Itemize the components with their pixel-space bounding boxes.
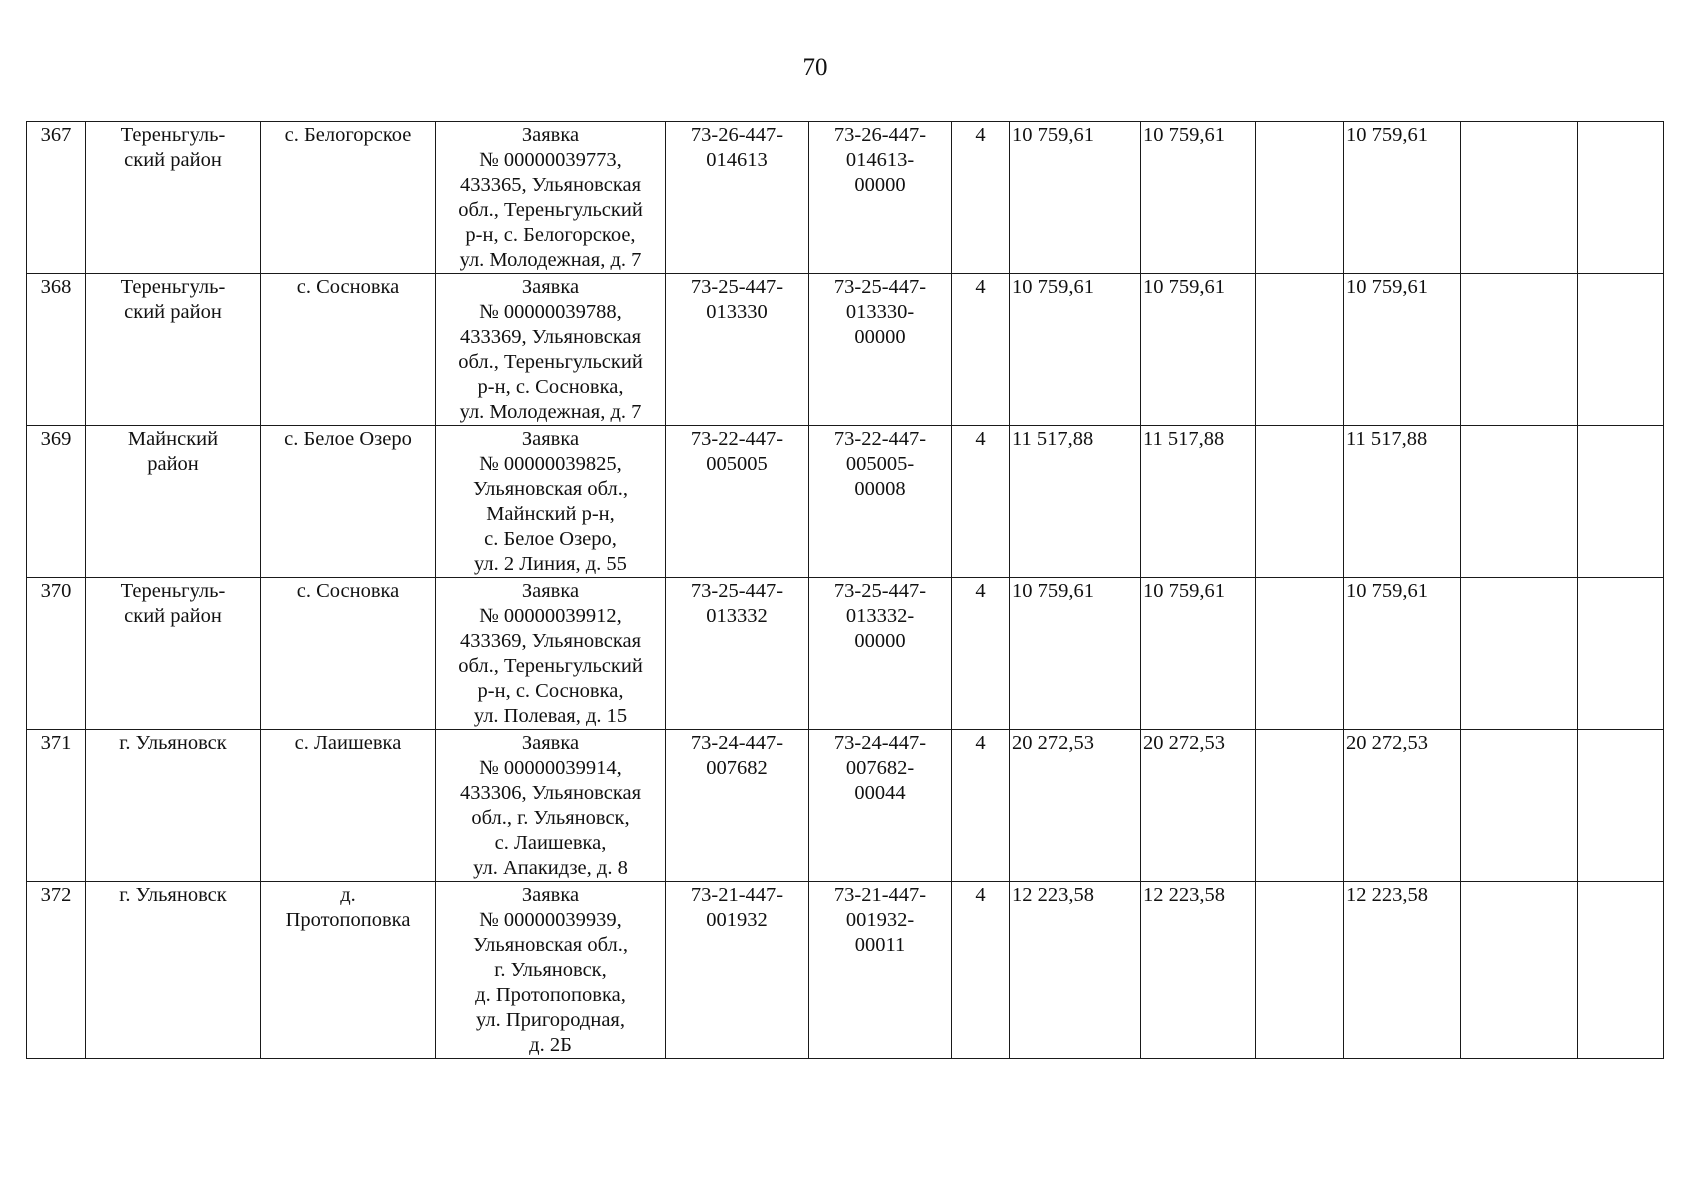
cell-settlement-line: с. Лаишевка [294,732,402,754]
cell-settlement-line: с. Сосновка [296,580,400,602]
cell-code-line: 73-24-447- [690,732,784,754]
cell-full-code-line: 00011 [854,934,906,956]
cell-amount-1-text: 20 272,53 [1012,732,1094,754]
cell-application [436,122,666,274]
cell-code-line: 001932 [706,909,768,931]
cell-amount-3 [1256,274,1344,426]
cell-application-line: 433365, Ульяновская [459,174,642,196]
cell-amount-1 [1010,122,1141,274]
cell-application-line: Заявка [521,732,580,754]
cell-amount-4-text: 10 759,61 [1346,124,1428,146]
cell-district [86,426,261,578]
cell-extra-1 [1461,882,1578,1059]
cell-extra-2 [1578,122,1664,274]
cell-code-line: 73-25-447- [690,276,784,298]
cell-district [86,274,261,426]
cell-full-code-line: 00000 [854,174,906,196]
cell-amount-1 [1010,274,1141,426]
cell-full-code-line: 73-26-447- [833,124,927,146]
cell-quantity [952,122,1010,274]
cell-extra-2 [1578,426,1664,578]
cell-application-line: с. Белое Озеро, [484,528,617,550]
cell-full-code-line: 00000 [854,630,906,652]
cell-amount-4-text: 11 517,88 [1346,428,1428,450]
cell-application-line: Заявка [521,884,580,906]
cell-district-line: Тереньгуль- [120,124,226,146]
cell-quantity-text: 4 [975,732,986,754]
cell-row-number-text: 371 [40,732,72,754]
cell-amount-3 [1256,730,1344,882]
cell-full-code-line: 73-25-447- [833,276,927,298]
cell-application-line: ул. Молодежная, д. 7 [459,401,642,423]
cell-row-number [27,730,86,882]
cell-application [436,882,666,1059]
cell-application-line: Ульяновская обл., [472,478,629,500]
cell-amount-2 [1141,122,1256,274]
cell-application-line: р-н, с. Сосновка, [477,376,624,398]
cell-full-code-line: 00044 [854,782,906,804]
cell-code-line: 73-22-447- [690,428,784,450]
cell-amount-1-text: 11 517,88 [1012,428,1094,450]
table-row [27,426,1664,578]
cell-quantity-text: 4 [975,580,986,602]
cell-full-code-line: 73-24-447- [833,732,927,754]
cell-code-line: 005005 [706,453,768,475]
cell-application-line: г. Ульяновск, [494,959,607,981]
cell-application-line: обл., г. Ульяновск, [471,807,630,829]
cell-application-line: р-н, с. Сосновка, [477,680,624,702]
table-row [27,730,1664,882]
cell-district [86,122,261,274]
cell-extra-1 [1461,122,1578,274]
page-number: 70 [802,54,828,81]
cell-settlement-line: с. Белое Озеро [284,428,412,450]
cell-full-code-line: 013330- [845,301,915,323]
cell-amount-1-text: 10 759,61 [1012,124,1094,146]
cell-code-line: 007682 [706,757,768,779]
cell-amount-1 [1010,578,1141,730]
cell-district-line: ский район [124,149,222,171]
cell-application-line: ул. Молодежная, д. 7 [459,249,642,271]
cell-amount-4-text: 12 223,58 [1346,884,1428,906]
cell-amount-3 [1256,578,1344,730]
cell-application-line: Заявка [521,580,580,602]
cell-quantity [952,578,1010,730]
cell-full-code-line: 73-22-447- [833,428,927,450]
cell-row-number [27,122,86,274]
cell-extra-2 [1578,882,1664,1059]
cell-application [436,426,666,578]
cell-full-code [809,426,952,578]
cell-district-line: Тереньгуль- [120,580,226,602]
cell-quantity-text: 4 [975,124,986,146]
cell-district [86,578,261,730]
cell-application-line: Майнский р-н, [486,503,615,525]
cell-full-code [809,122,952,274]
cell-application-line: ул. Полевая, д. 15 [473,705,628,727]
cell-extra-1 [1461,730,1578,882]
cell-full-code-line: 013332- [845,605,915,627]
table-row [27,122,1664,274]
cell-code-line: 014613 [706,149,768,171]
cell-row-number-text: 369 [40,428,72,450]
cell-extra-2 [1578,274,1664,426]
cell-quantity [952,426,1010,578]
cell-application-line: Ульяновская обл., [472,934,629,956]
cell-application-line: № 00000039825, [479,453,622,475]
cell-amount-4 [1344,578,1461,730]
cell-amount-1-text: 10 759,61 [1012,276,1094,298]
cell-row-number [27,882,86,1059]
cell-amount-2 [1141,426,1256,578]
cell-extra-2 [1578,730,1664,882]
cell-amount-4 [1344,730,1461,882]
cell-amount-1 [1010,882,1141,1059]
cell-extra-1 [1461,578,1578,730]
cell-application-line: ул. Апакидзе, д. 8 [473,857,628,879]
cell-district [86,882,261,1059]
cell-application-line: № 00000039912, [479,605,622,627]
cell-settlement [261,426,436,578]
cell-application-line: д. 2Б [529,1034,572,1056]
cell-application-line: обл., Тереньгульский [458,655,643,677]
cell-amount-2-text: 10 759,61 [1143,276,1225,298]
cell-amount-2-text: 10 759,61 [1143,124,1225,146]
cell-application-line: обл., Тереньгульский [458,199,643,221]
cell-amount-1 [1010,730,1141,882]
cell-application-line: Заявка [521,428,580,450]
cell-amount-1 [1010,426,1141,578]
cell-application-line: № 00000039914, [479,757,622,779]
cell-row-number-text: 372 [40,884,72,906]
cell-extra-1 [1461,274,1578,426]
cell-extra-1 [1461,426,1578,578]
cell-application-line: р-н, с. Белогорское, [465,224,636,246]
cell-amount-2 [1141,578,1256,730]
cell-settlement-line: Протопоповка [285,909,411,931]
cell-amount-4-text: 20 272,53 [1346,732,1428,754]
cell-application-line: ул. 2 Линия, д. 55 [474,553,627,575]
cell-application [436,274,666,426]
cell-full-code-line: 007682- [845,757,915,779]
cell-settlement [261,578,436,730]
cell-district-line: Майнский [127,428,219,450]
cell-district [86,730,261,882]
cell-full-code-line: 014613- [845,149,915,171]
cell-full-code-line: 73-21-447- [833,884,927,906]
cell-full-code [809,730,952,882]
table-row [27,578,1664,730]
cell-code [666,274,809,426]
cell-full-code [809,274,952,426]
cell-settlement-line: с. Сосновка [296,276,400,298]
cell-amount-2-text: 12 223,58 [1143,884,1225,906]
cell-district-line: г. Ульяновск [119,884,227,906]
cell-full-code-line: 73-25-447- [833,580,927,602]
cell-settlement [261,122,436,274]
cell-district-line: ский район [124,301,222,323]
cell-application [436,730,666,882]
cell-row-number [27,426,86,578]
cell-amount-2-text: 10 759,61 [1143,580,1225,602]
cell-row-number [27,578,86,730]
cell-full-code-line: 00000 [854,326,906,348]
cell-amount-3 [1256,426,1344,578]
cell-row-number-text: 368 [40,276,72,298]
cell-district-line: ский район [124,605,222,627]
cell-quantity [952,882,1010,1059]
cell-settlement [261,882,436,1059]
cell-amount-2-text: 20 272,53 [1143,732,1225,754]
cell-settlement-line: с. Белогорское [284,124,412,146]
cell-settlement [261,274,436,426]
table-row [27,882,1664,1059]
cell-code [666,730,809,882]
cell-amount-2 [1141,882,1256,1059]
cell-district-line: район [147,453,199,475]
table-row [27,274,1664,426]
cell-amount-4-text: 10 759,61 [1346,580,1428,602]
cell-code [666,426,809,578]
cell-extra-2 [1578,578,1664,730]
cell-amount-2-text: 11 517,88 [1143,428,1225,450]
cell-quantity-text: 4 [975,884,986,906]
cell-amount-4 [1344,426,1461,578]
cell-quantity [952,274,1010,426]
cell-application-line: обл., Тереньгульский [458,351,643,373]
cell-row-number [27,274,86,426]
cell-quantity-text: 4 [975,276,986,298]
cell-application-line: 433306, Ульяновская [459,782,642,804]
cell-application-line: ул. Пригородная, [476,1009,625,1031]
cell-amount-3 [1256,122,1344,274]
cell-amount-2 [1141,274,1256,426]
cell-quantity-text: 4 [975,428,986,450]
cell-code [666,122,809,274]
cell-application-line: Заявка [521,124,580,146]
cell-application-line: № 00000039773, [479,149,622,171]
registry-table [26,121,1664,1059]
cell-row-number-text: 367 [40,124,72,146]
cell-code [666,882,809,1059]
cell-amount-2 [1141,730,1256,882]
cell-amount-1-text: 12 223,58 [1012,884,1094,906]
cell-code-line: 73-21-447- [690,884,784,906]
cell-settlement [261,730,436,882]
cell-full-code [809,882,952,1059]
cell-amount-4-text: 10 759,61 [1346,276,1428,298]
cell-application-line: 433369, Ульяновская [459,630,642,652]
cell-application-line: Заявка [521,276,580,298]
cell-application-line: с. Лаишевка, [494,832,607,854]
cell-amount-4 [1344,122,1461,274]
cell-application-line: № 00000039788, [479,301,622,323]
cell-quantity [952,730,1010,882]
cell-code-line: 013332 [706,605,768,627]
cell-amount-4 [1344,274,1461,426]
cell-application-line: д. Протопоповка, [475,984,626,1006]
cell-code [666,578,809,730]
cell-full-code [809,578,952,730]
cell-amount-1-text: 10 759,61 [1012,580,1094,602]
cell-amount-3 [1256,882,1344,1059]
cell-code-line: 73-26-447- [690,124,784,146]
cell-application-line: № 00000039939, [479,909,622,931]
cell-application [436,578,666,730]
table-body [27,122,1664,1059]
cell-district-line: Тереньгуль- [120,276,226,298]
cell-district-line: г. Ульяновск [119,732,227,754]
cell-code-line: 013330 [706,301,768,323]
cell-settlement-line: д. [340,884,356,906]
cell-full-code-line: 001932- [845,909,915,931]
cell-full-code-line: 005005- [845,453,915,475]
cell-row-number-text: 370 [40,580,72,602]
cell-full-code-line: 00008 [854,478,906,500]
cell-amount-4 [1344,882,1461,1059]
cell-code-line: 73-25-447- [690,580,784,602]
cell-application-line: 433369, Ульяновская [459,326,642,348]
